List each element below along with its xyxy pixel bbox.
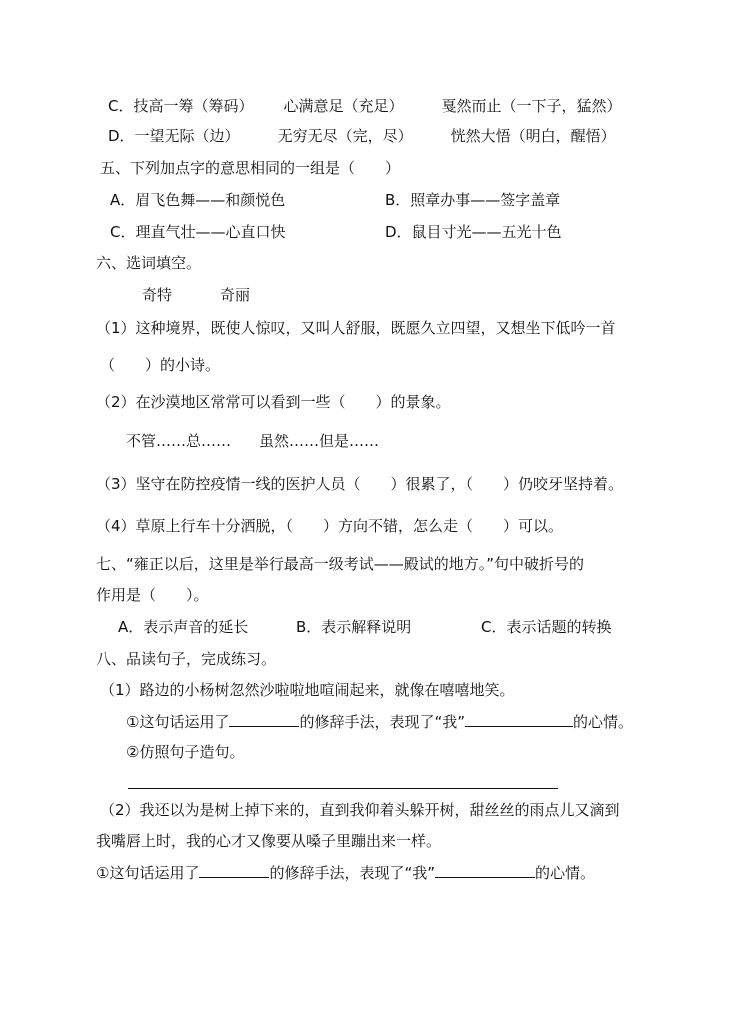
q8-s2-q1-text-c: 的心情。 xyxy=(535,864,596,882)
q6-sentence-1-line-1: （1）这种境界，既使人惊叹，又叫人舒服，既愿久立四望，又想坐下低吟一首 xyxy=(96,319,616,337)
q7-line-1: 七、“雍正以后，这里是举行最高一级考试——殿试的地方。”句中破折号的 xyxy=(96,555,585,573)
q6-title: 六、选词填空。 xyxy=(96,254,202,272)
q8-s2-rhetoric-blank[interactable] xyxy=(199,862,269,878)
q8-s1-rhetoric-blank[interactable] xyxy=(229,711,299,727)
q5-option-a: A．眉飞色舞——和颜悦色 xyxy=(110,191,286,209)
q4-option-d-2: 无穷无尽（完，尽） xyxy=(277,127,413,145)
q6-word-qili: 奇丽 xyxy=(220,286,251,304)
q8-title: 八、品读句子，完成练习。 xyxy=(96,650,277,668)
q6-word-choice-1 xyxy=(142,285,250,305)
q6-word-choice-2 xyxy=(126,431,379,451)
q8-s2-question-1 xyxy=(96,862,595,883)
q8-s2-q1-text-b: 的修辞手法，表现了“我” xyxy=(269,864,435,882)
q5-option-d: D．鼠目寸光——五光十色 xyxy=(385,223,562,241)
q6-sentence-3: （3）坚守在防控疫情一线的医护人员（ ）很累了，（ ）仍咬牙坚持着。 xyxy=(96,475,624,493)
q8-s1-question-2: ②仿照句子造句。 xyxy=(126,743,245,761)
q8-s1-question-1 xyxy=(126,711,633,732)
q8-s1-answer-line[interactable] xyxy=(128,788,558,789)
q4-option-c-2: 心满意足（充足） xyxy=(283,97,404,115)
q6-word-qite: 奇特 xyxy=(142,286,173,304)
q4-option-c-1: C．技高一筹（筹码） xyxy=(108,97,254,115)
q4-option-c-3: 戛然而止（一下子，猛然） xyxy=(441,97,622,115)
q8-sentence-2-line-1: （2）我还以为是树上掉下来的，直到我仰着头躲开树，甜丝丝的雨点儿又滴到 xyxy=(100,801,620,819)
q4-option-d-3: 恍然大悟（明白，醒悟） xyxy=(450,127,616,145)
q6-sentence-1-line-2: （ ）的小诗。 xyxy=(100,356,221,374)
q4-option-d-1: D．一望无际（边） xyxy=(108,127,240,145)
q4-option-d-row xyxy=(108,126,616,146)
q4-option-c-row xyxy=(108,96,622,116)
q8-sentence-2-line-2: 我嘴唇上时，我的心才又像要从嗓子里蹦出来一样。 xyxy=(96,832,442,850)
q8-s2-mood-blank[interactable] xyxy=(435,862,535,878)
q8-s1-q1-text-c: 的心情。 xyxy=(573,713,634,731)
q7-option-c: C．表示话题的转换 xyxy=(481,618,612,636)
q8-s2-q1-text-a: ①这句话运用了 xyxy=(96,864,200,882)
q6-sentence-2: （2）在沙漠地区常常可以看到一些（ ）的景象。 xyxy=(96,393,451,411)
q6-word-suiran: 虽然……但是…… xyxy=(259,432,380,450)
q8-s1-mood-blank[interactable] xyxy=(465,711,573,727)
q6-sentence-4: （4）草原上行车十分洒脱，（ ）方向不错，怎么走（ ）可以。 xyxy=(96,517,564,535)
q7-option-a: A．表示声音的延长 xyxy=(118,618,249,636)
q6-word-buguan: 不管……总…… xyxy=(126,432,232,450)
q5-option-b: B．照章办事——签字盖章 xyxy=(385,191,561,209)
q7-line-2: 作用是（ ）。 xyxy=(96,586,209,604)
q8-sentence-1: （1）路边的小杨树忽然沙啦啦地喧闹起来，就像在嘻嘻地笑。 xyxy=(100,681,515,699)
q8-s1-q1-text-a: ①这句话运用了 xyxy=(126,713,230,731)
q7-option-b: B．表示解释说明 xyxy=(296,618,412,636)
q5-title: 五、下列加点字的意思相同的一组是（ ） xyxy=(100,159,401,177)
q5-option-c: C．理直气壮——心直口快 xyxy=(110,223,286,241)
q8-s1-q1-text-b: 的修辞手法，表现了“我” xyxy=(299,713,465,731)
